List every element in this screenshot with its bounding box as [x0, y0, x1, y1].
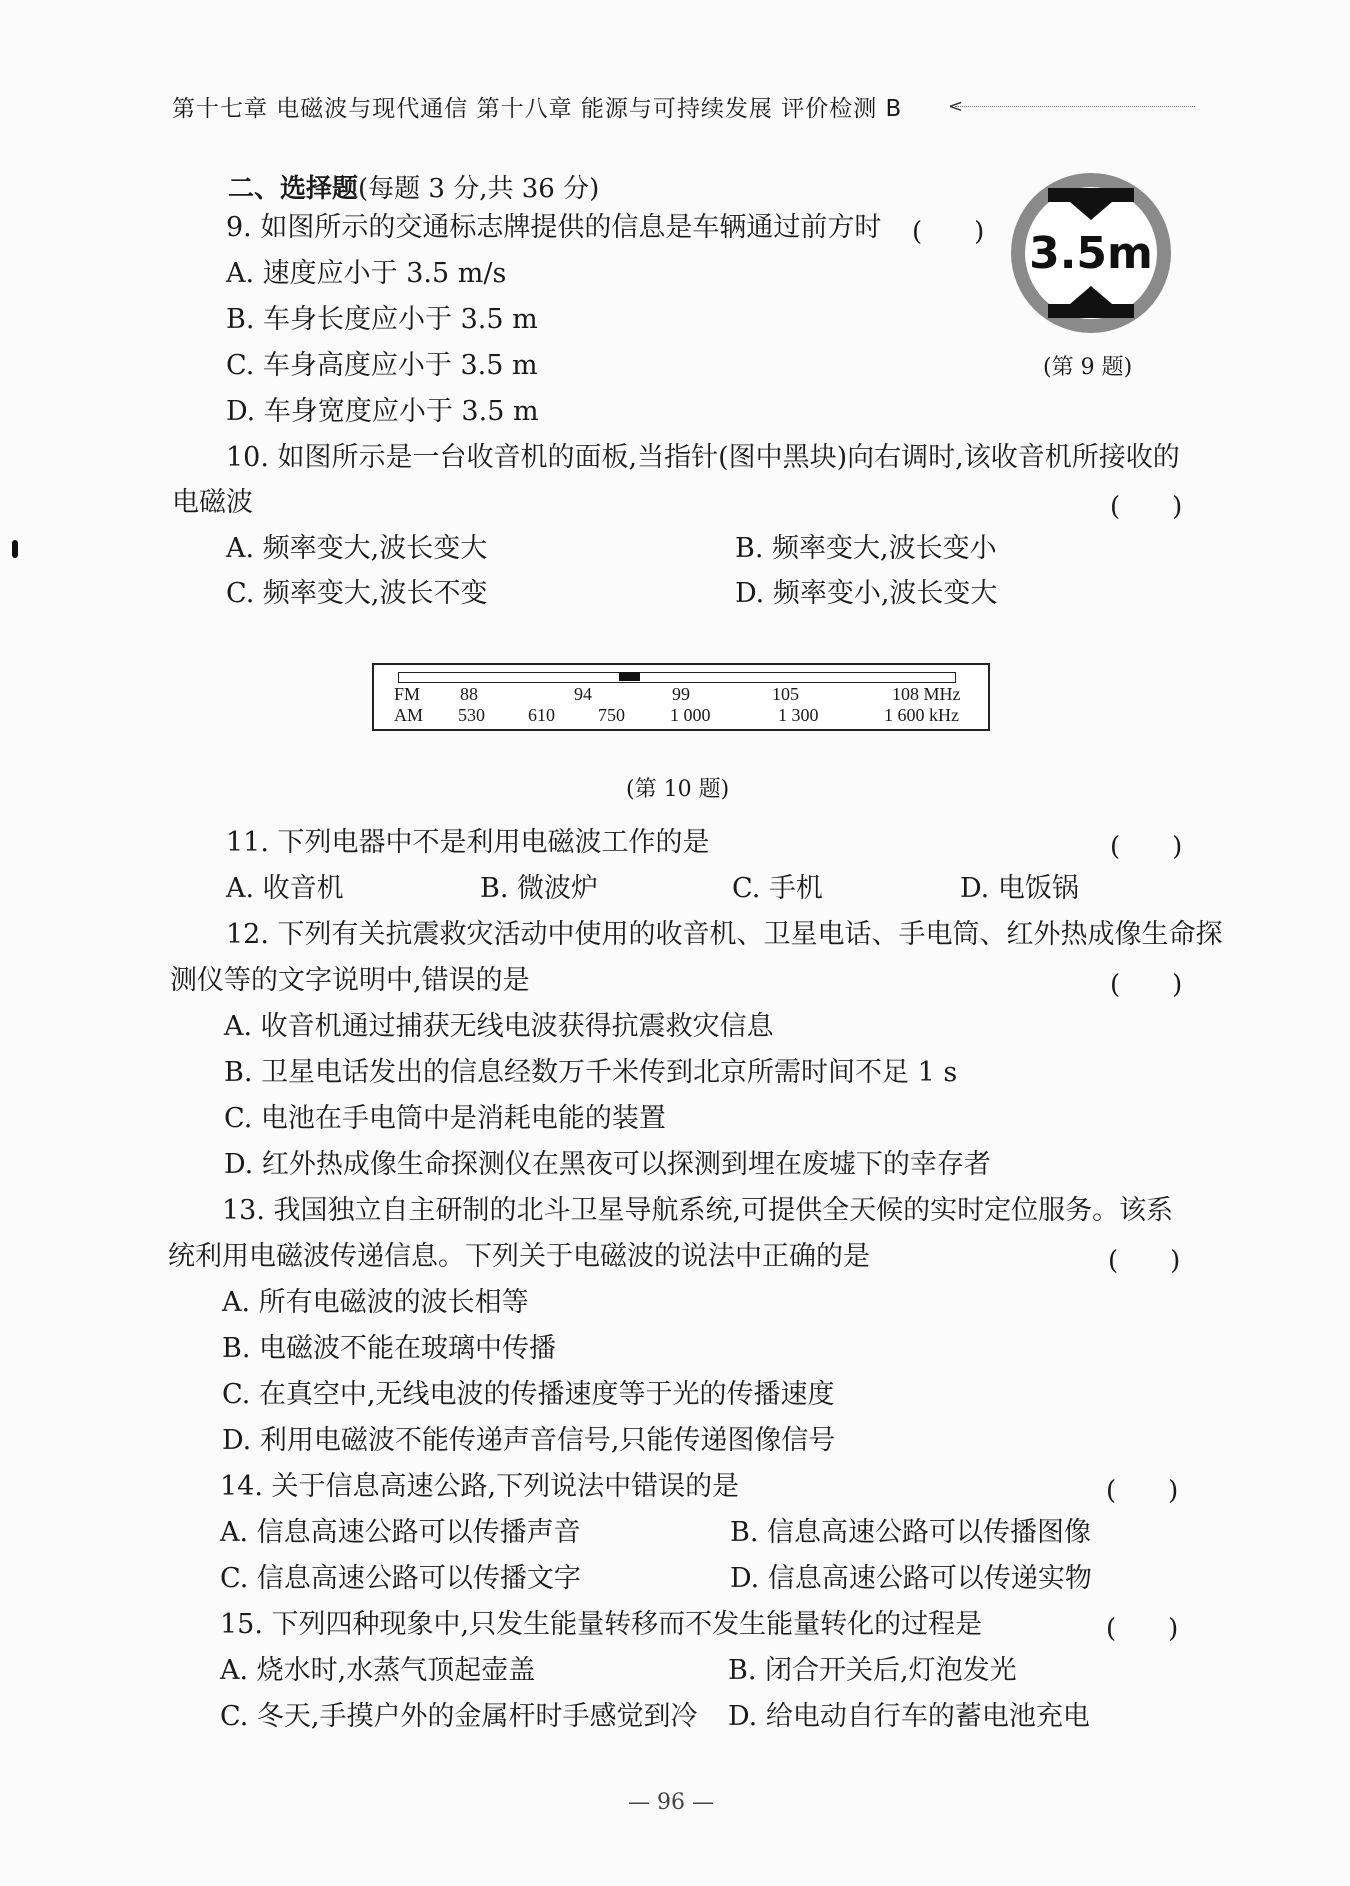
arrow-left-icon: <	[948, 96, 964, 117]
q10-stem-line1: 10. 如图所示是一台收音机的面板,当指针(图中黑块)向右调时,该收音机所接收的	[226, 442, 1180, 473]
radio-panel-caption: (第 10 题)	[626, 777, 730, 802]
q13-answer-blank[interactable]: ( )	[1108, 1246, 1181, 1276]
q14-stem: 14. 关于信息高速公路,下列说法中错误的是	[220, 1471, 740, 1502]
q9-answer-blank[interactable]: ( )	[912, 217, 985, 247]
q9-option-b: B. 车身长度应小于 3.5 m	[226, 304, 538, 335]
q15-option-a: A. 烧水时,水蒸气顶起壶盖	[220, 1655, 536, 1686]
fm-tick: 88	[460, 684, 478, 704]
tuning-needle	[619, 672, 640, 681]
q11-option-d: D. 电饭锅	[960, 873, 1079, 904]
q14-option-d: D. 信息高速公路可以传递实物	[730, 1563, 1092, 1594]
am-tick: 1 600 kHz	[884, 705, 959, 725]
q11-option-c: C. 手机	[732, 873, 823, 904]
q12-option-b: B. 卫星电话发出的信息经数万千米传到北京所需时间不足 1 s	[224, 1057, 958, 1088]
am-tick: 1 300	[778, 705, 819, 725]
tuning-scale	[398, 672, 956, 683]
q11-stem: 11. 下列电器中不是利用电磁波工作的是	[226, 827, 710, 858]
fm-tick: 105	[772, 684, 799, 704]
q10-option-b: B. 频率变大,波长变小	[735, 533, 997, 564]
am-tick: 530	[458, 705, 485, 725]
am-row	[394, 705, 984, 725]
q11-answer-blank[interactable]: ( )	[1110, 832, 1183, 862]
section-heading: 二、选择题	[228, 174, 359, 204]
q12-stem-line1: 12. 下列有关抗震救灾活动中使用的收音机、卫星电话、手电筒、红外热成像生命探	[226, 919, 1223, 950]
q13-option-d: D. 利用电磁波不能传递声音信号,只能传递图像信号	[222, 1425, 836, 1456]
q9-option-a: A. 速度应小于 3.5 m/s	[226, 258, 507, 289]
page-number: — 96 —	[628, 1790, 714, 1815]
fm-tick: 108 MHz	[892, 684, 961, 704]
q14-answer-blank[interactable]: ( )	[1106, 1476, 1179, 1506]
fm-tick: 99	[672, 684, 690, 704]
q13-option-a: A. 所有电磁波的波长相等	[222, 1287, 529, 1318]
running-header: 第十七章 电磁波与现代通信 第十八章 能源与可持续发展 评价检测 B	[172, 96, 903, 122]
q15-option-b: B. 闭合开关后,灯泡发光	[728, 1655, 1017, 1686]
fm-row	[394, 684, 984, 704]
q10-option-c: C. 频率变大,波长不变	[226, 578, 488, 609]
q10-answer-blank[interactable]: ( )	[1110, 492, 1183, 522]
am-tick: 1 000	[670, 705, 711, 725]
q12-option-d: D. 红外热成像生命探测仪在黑夜可以探测到埋在废墟下的幸存者	[224, 1149, 991, 1180]
q10-stem-line2: 电磁波	[172, 487, 253, 518]
q14-option-c: C. 信息高速公路可以传播文字	[220, 1563, 581, 1594]
q13-stem-line1: 13. 我国独立自主研制的北斗卫星导航系统,可提供全天候的实时定位服务。该系	[222, 1195, 1174, 1226]
q12-answer-blank[interactable]: ( )	[1110, 970, 1183, 1000]
q13-option-c: C. 在真空中,无线电波的传播速度等于光的传播速度	[222, 1379, 835, 1410]
fm-label: FM	[394, 684, 421, 704]
q14-option-a: A. 信息高速公路可以传播声音	[220, 1517, 581, 1548]
q10-option-d: D. 频率变小,波长变大	[735, 578, 998, 609]
section-title	[228, 168, 599, 205]
q9-stem: 9. 如图所示的交通标志牌提供的信息是车辆通过前方时	[226, 212, 882, 243]
q15-answer-blank[interactable]: ( )	[1106, 1614, 1179, 1644]
q11-option-a: A. 收音机	[226, 873, 344, 904]
q12-option-a: A. 收音机通过捕获无线电波获得抗震救灾信息	[224, 1011, 774, 1042]
q9-option-c: C. 车身高度应小于 3.5 m	[226, 350, 538, 381]
am-tick: 750	[598, 705, 625, 725]
q12-option-c: C. 电池在手电筒中是消耗电能的装置	[224, 1103, 666, 1134]
header-dotted-line	[955, 106, 1195, 107]
height-limit-sign	[1008, 170, 1174, 336]
q15-option-c: C. 冬天,手摸户外的金属杆时手感觉到冷	[220, 1701, 698, 1732]
q15-stem: 15. 下列四种现象中,只发生能量转移而不发生能量转化的过程是	[220, 1609, 983, 1640]
q14-option-b: B. 信息高速公路可以传播图像	[730, 1517, 1092, 1548]
am-tick: 610	[528, 705, 555, 725]
section-note: (每题 3 分,共 36 分)	[358, 174, 600, 204]
q13-stem-line2: 统利用电磁波传递信息。下列关于电磁波的说法中正确的是	[168, 1241, 870, 1272]
q11-option-b: B. 微波炉	[480, 873, 599, 904]
radio-panel	[372, 663, 990, 731]
q13-option-b: B. 电磁波不能在玻璃中传播	[222, 1333, 557, 1364]
q15-option-d: D. 给电动自行车的蓄电池充电	[728, 1701, 1090, 1732]
am-label: AM	[394, 705, 424, 725]
q9-option-d: D. 车身宽度应小于 3.5 m	[226, 396, 539, 427]
sign-text: 3.5m	[1029, 228, 1153, 279]
scan-mark	[12, 540, 18, 558]
sign-caption: (第 9 题)	[1043, 355, 1133, 380]
q12-stem-line2: 测仪等的文字说明中,错误的是	[170, 965, 530, 996]
fm-tick: 94	[574, 684, 592, 704]
q10-option-a: A. 频率变大,波长变大	[226, 533, 488, 564]
